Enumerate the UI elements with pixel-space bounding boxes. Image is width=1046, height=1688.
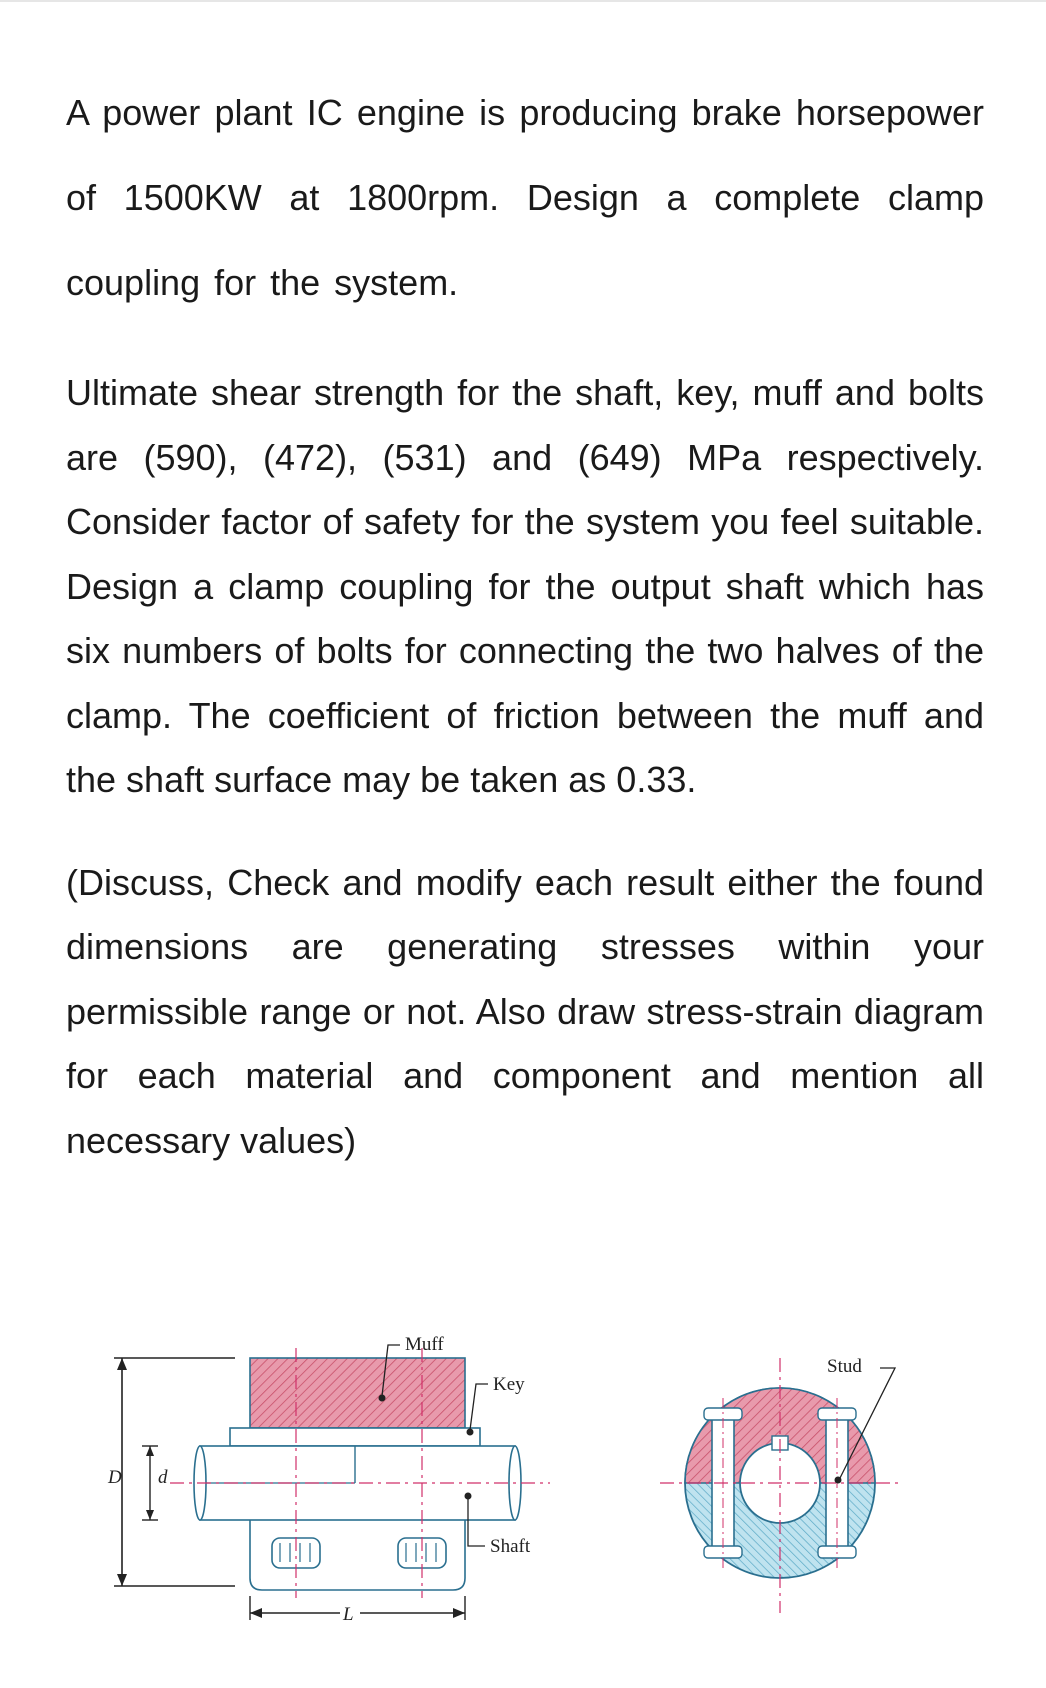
problem-paragraph-intro: A power plant IC engine is producing brake horsepower of 1500KW at 1800rpm. Design a complete clamp coupling for the system. <box>66 92 984 303</box>
label-small-d: d <box>158 1467 168 1488</box>
problem-paragraph-instructions: (Discuss, Check and modify each result either the found dimensions are generating stresses within your permissible range or not. Also draw stress-strain diagram for each material and component and mention all necessary values) <box>66 861 984 1161</box>
label-stud: Stud <box>827 1356 862 1377</box>
key <box>230 1428 480 1446</box>
arrow-down-icon <box>117 1574 127 1586</box>
clamp-coupling-figure <box>100 1328 1000 1638</box>
top-divider <box>0 0 1046 2</box>
arrow-up-icon <box>117 1358 127 1370</box>
side-view <box>107 1334 550 1625</box>
muff-upper-half <box>250 1358 465 1428</box>
label-muff: Muff <box>405 1334 444 1355</box>
problem-paragraph-given-data: Ultimate shear strength for the shaft, key, muff and bolts are (590), (472), (531) and (649) MPa respectively. Consider factor of safety for the system you feel suitable. Design a clamp coupling for the output shaft which has six numbers of bolts for connecting the two halves of the clamp. The coefficient of friction between the muff and the shaft surface may be taken as 0.33. <box>66 372 984 800</box>
label-big-d: D <box>108 1467 122 1488</box>
clamp-coupling-drawing <box>100 1328 1000 1638</box>
label-length: L <box>343 1604 354 1625</box>
problem-statement <box>66 70 984 1173</box>
end-view <box>660 1356 900 1613</box>
label-key: Key <box>493 1374 525 1395</box>
label-shaft: Shaft <box>490 1536 531 1557</box>
